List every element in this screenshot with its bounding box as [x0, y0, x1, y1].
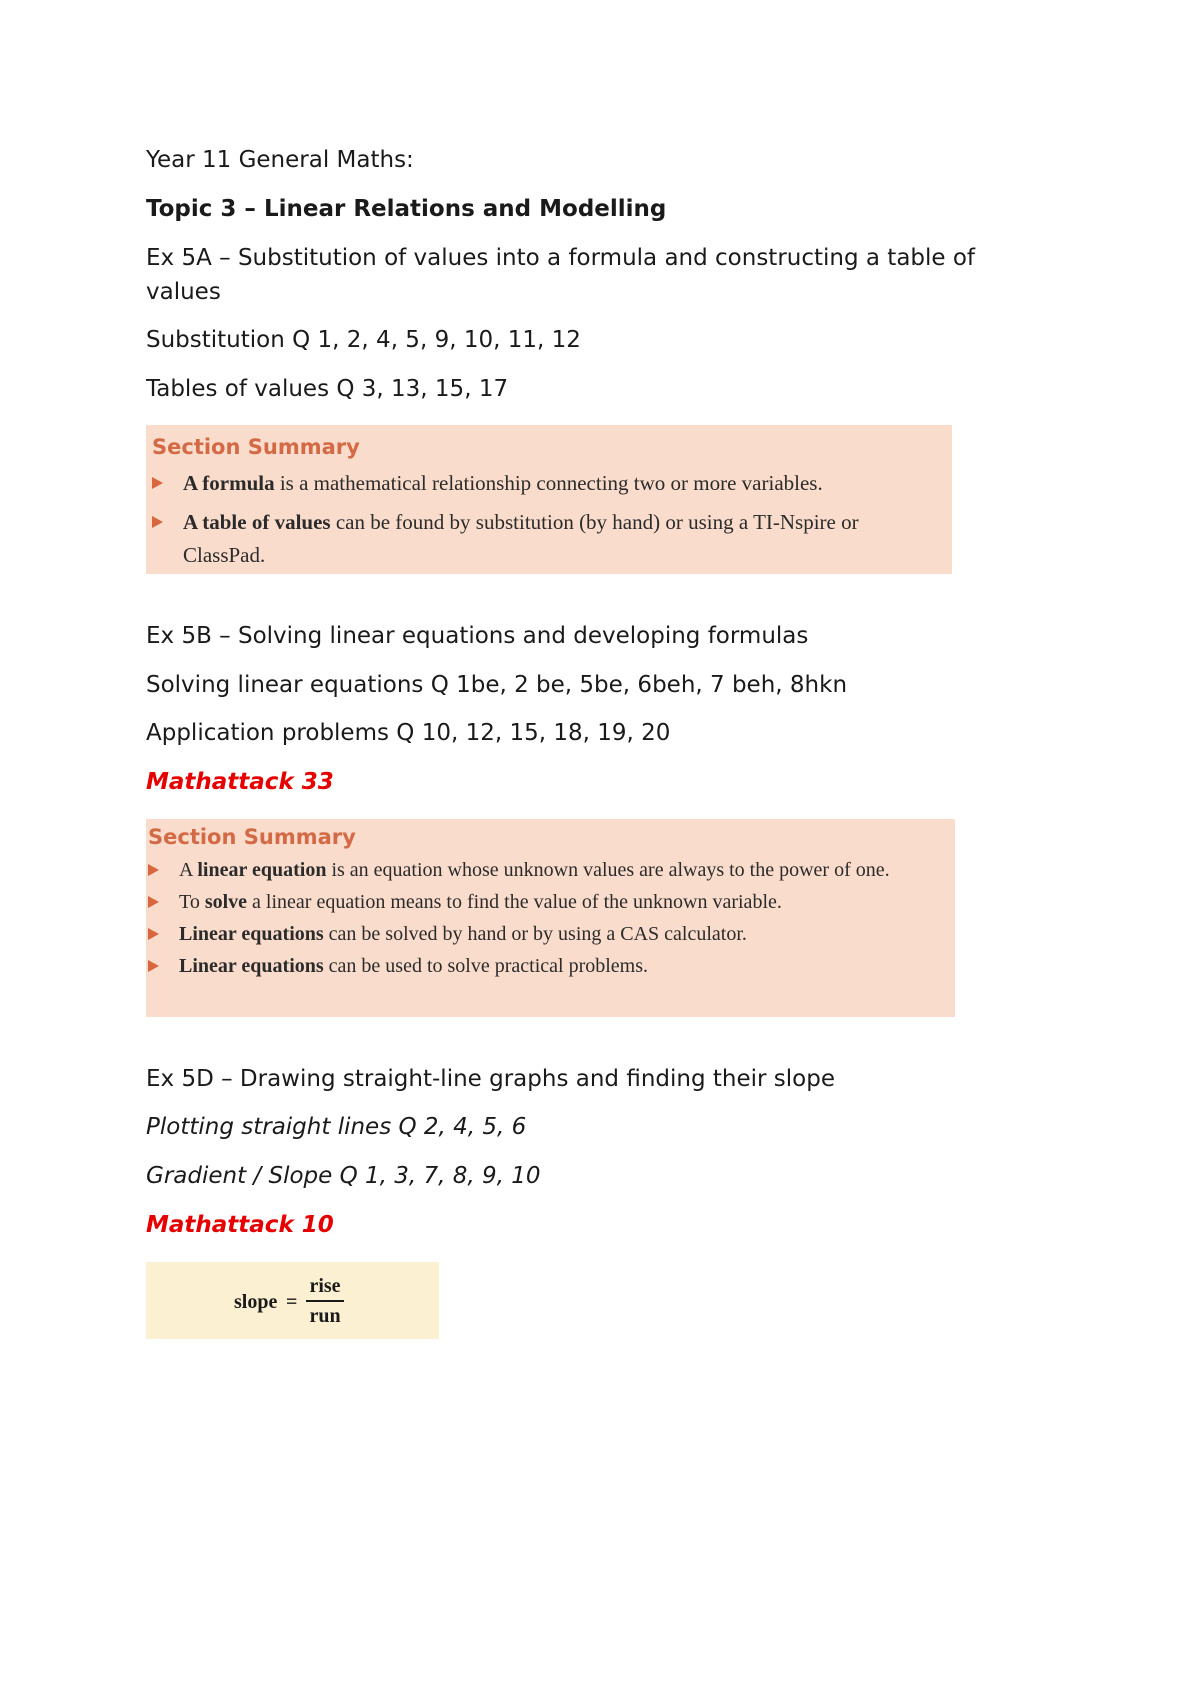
triangle-bullet-icon — [152, 516, 163, 528]
bullet-text: is a mathematical relationship connecting two or more variables. — [274, 471, 823, 495]
ex5a-substitution: Substitution Q 1, 2, 4, 5, 9, 10, 11, 12 — [146, 327, 581, 353]
triangle-bullet-icon — [148, 928, 159, 940]
bullet-bold-term: Linear equations — [179, 923, 324, 945]
summary-bullet — [152, 467, 940, 500]
fraction-numerator: rise — [309, 1275, 341, 1297]
bullet-text: a linear equation means to find the value of the unknown variable. — [247, 891, 782, 913]
bullet-bold-term: A table of values — [183, 510, 331, 534]
equals-sign: = — [286, 1291, 298, 1313]
triangle-bullet-icon — [148, 960, 159, 972]
section-summary-box — [146, 425, 952, 574]
ex5d-mathattack: Mathattack 10 — [146, 1212, 334, 1238]
ex5b-title: Ex 5B – Solving linear equations and developing formulas — [146, 623, 809, 649]
ex5a-tables: Tables of values Q 3, 13, 15, 17 — [146, 376, 509, 402]
rise-over-run-fraction — [306, 1274, 344, 1328]
ex5b-application: Application problems Q 10, 12, 15, 18, 19, 20 — [146, 720, 671, 746]
summary-bullet — [148, 854, 943, 886]
bullet-text: is an equation whose unknown values are always to the power of one. — [326, 859, 890, 881]
bullet-text: A — [179, 859, 198, 881]
section-summary-heading: Section Summary — [148, 825, 356, 849]
summary-bullet — [152, 506, 940, 572]
bullet-bold-term: Linear equations — [179, 955, 324, 977]
ex5a-title: Ex 5A – Substitution of values into a formula and constructing a table of values — [146, 245, 976, 305]
fraction-denominator: run — [309, 1305, 341, 1327]
topic-heading: Topic 3 – Linear Relations and Modelling — [146, 196, 667, 222]
triangle-bullet-icon — [148, 864, 159, 876]
fraction-bar — [306, 1300, 344, 1302]
triangle-bullet-icon — [148, 896, 159, 908]
ex5d-plotting: Plotting straight lines Q 2, 4, 5, 6 — [146, 1114, 527, 1140]
ex5b-solving: Solving linear equations Q 1be, 2 be, 5be, 6beh, 7 beh, 8hkn — [146, 672, 848, 698]
summary-bullet — [148, 886, 943, 918]
ex5d-title: Ex 5D – Drawing straight-line graphs and finding their slope — [146, 1066, 835, 1092]
ex5b-mathattack: Mathattack 33 — [146, 769, 334, 795]
bullet-text: can be found by substitution (by hand) or using a TI-Nspire or ClassPad. — [183, 510, 859, 567]
section-summary-box — [146, 819, 955, 1017]
bullet-bold-term: A formula — [183, 471, 275, 495]
ex5d-gradient: Gradient / Slope Q 1, 3, 7, 8, 9, 10 — [146, 1163, 541, 1189]
slope-label: slope — [234, 1291, 278, 1313]
bullet-text: To — [179, 891, 205, 913]
bullet-text: can be used to solve practical problems. — [323, 955, 649, 977]
slope-formula-box — [146, 1262, 439, 1339]
bullet-bold-term: linear equation — [197, 859, 327, 881]
summary-bullet — [148, 918, 943, 950]
section-summary-heading: Section Summary — [152, 435, 360, 459]
summary-bullet — [148, 950, 943, 982]
triangle-bullet-icon — [152, 477, 163, 489]
course-heading: Year 11 General Maths: — [146, 147, 414, 173]
bullet-bold-term: solve — [204, 891, 248, 913]
bullet-text: can be solved by hand or by using a CAS calculator. — [323, 923, 747, 945]
